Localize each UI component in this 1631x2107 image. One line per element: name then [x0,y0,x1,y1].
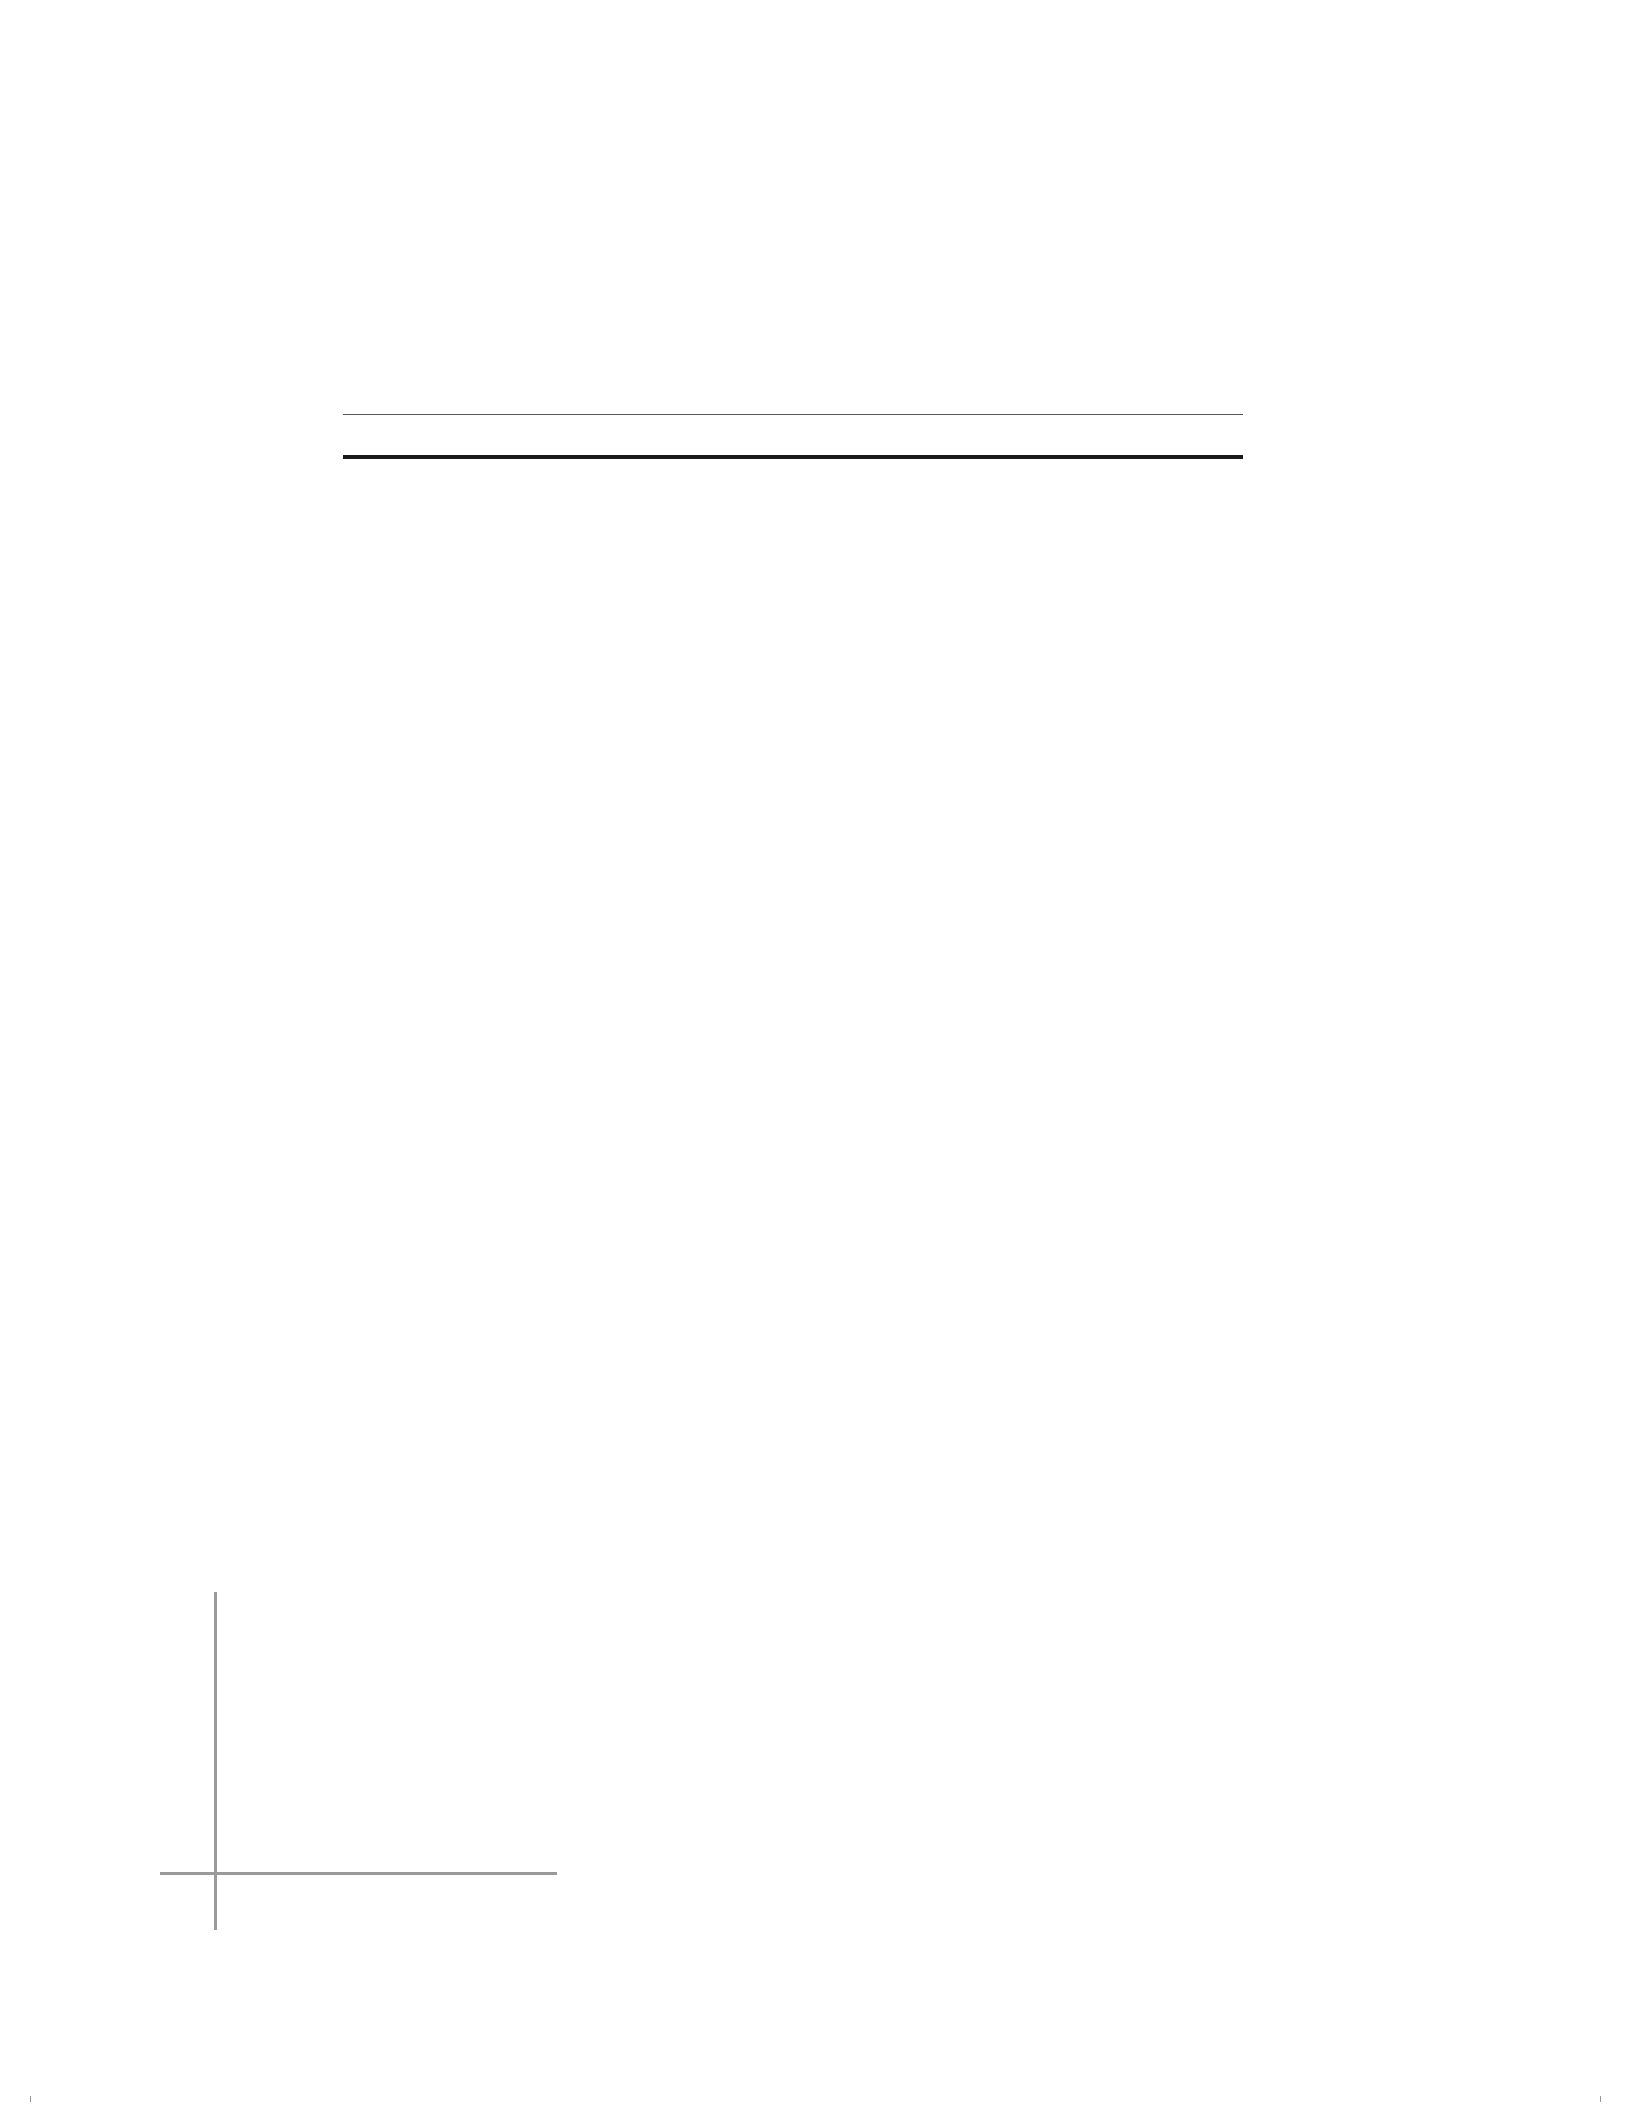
chapter-rule-bottom [343,455,1243,459]
corner-tick-left [30,2096,31,2102]
chapter-rule-top [343,414,1243,415]
corner-tick-right [1600,2096,1601,2102]
crop-mark-vertical [214,1592,217,1930]
chapter-heading[interactable] [359,418,1176,456]
crop-mark-horizontal [160,1872,557,1875]
